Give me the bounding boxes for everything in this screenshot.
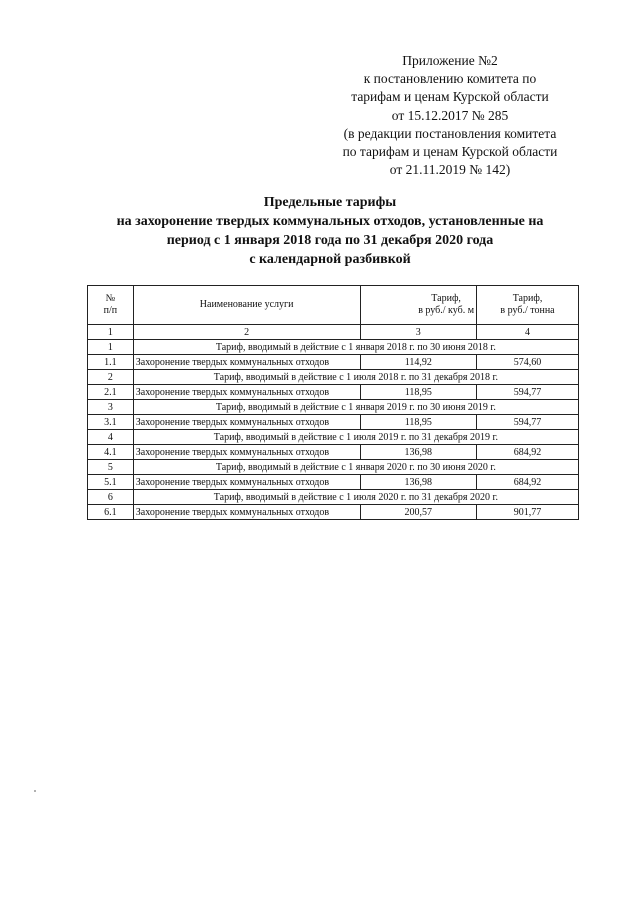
service-name: Захоронение твердых коммунальных отходов	[133, 415, 360, 430]
document-title	[70, 193, 590, 269]
item-num: 1.1	[88, 355, 134, 370]
table-body	[88, 325, 579, 520]
service-name: Захоронение твердых коммунальных отходов	[133, 505, 360, 520]
appendix-block	[300, 52, 600, 179]
index-cell: 4	[477, 325, 579, 340]
service-name: Захоронение твердых коммунальных отходов	[133, 475, 360, 490]
period-row	[88, 400, 579, 415]
tariff-m3-value: 136,98	[360, 475, 477, 490]
tariff-m3-value: 200,57	[360, 505, 477, 520]
appendix-line: Приложение №2	[402, 53, 498, 68]
item-num: 2.1	[88, 385, 134, 400]
header-num-text: № п/п	[103, 293, 118, 316]
header-tariff-ton	[477, 286, 579, 325]
index-cell: 3	[360, 325, 477, 340]
period-label: Тариф, вводимый в действие с 1 июля 2020 г. по 31 декабря 2020 г.	[133, 490, 578, 505]
tariff-m3-value: 136,98	[360, 445, 477, 460]
tariff-m3-value: 118,95	[360, 415, 477, 430]
tariff-ton-value: 684,92	[477, 475, 579, 490]
index-cell: 1	[88, 325, 134, 340]
period-row	[88, 490, 579, 505]
service-name: Захоронение твердых коммунальных отходов	[133, 385, 360, 400]
period-num: 4	[88, 430, 134, 445]
period-num: 1	[88, 340, 134, 355]
appendix-line: тарифам и ценам Курской области	[351, 89, 549, 105]
table-header-row	[88, 286, 579, 325]
appendix-line: по тарифам и ценам Курской области	[342, 144, 558, 160]
header-tariff-m3	[360, 286, 477, 325]
appendix-line: (в редакции постановления комитета	[343, 125, 557, 141]
header-tariff-ton-text: Тариф, в руб./ тонна	[500, 293, 555, 316]
service-name: Захоронение твердых коммунальных отходов	[133, 445, 360, 460]
tariff-row	[88, 415, 579, 430]
item-num: 4.1	[88, 445, 134, 460]
item-num: 3.1	[88, 415, 134, 430]
appendix-line: к постановлению комитета по	[363, 71, 537, 87]
tariff-row	[88, 445, 579, 460]
period-num: 2	[88, 370, 134, 385]
tariff-row	[88, 505, 579, 520]
index-row	[88, 325, 579, 340]
period-label: Тариф, вводимый в действие с 1 января 2019 г. по 30 июня 2019 г.	[133, 400, 578, 415]
title-line: на захоронение твердых коммунальных отходов, установленные на	[116, 214, 544, 229]
period-label: Тариф, вводимый в действие с 1 июля 2019 г. по 31 декабря 2019 г.	[133, 430, 578, 445]
title-line: Предельные тарифы	[263, 195, 397, 210]
tariff-m3-value: 118,95	[360, 385, 477, 400]
service-name: Захоронение твердых коммунальных отходов	[133, 355, 360, 370]
header-num	[88, 286, 134, 325]
period-label: Тариф, вводимый в действие с 1 января 2020 г. по 30 июня 2020 г.	[133, 460, 578, 475]
period-num: 6	[88, 490, 134, 505]
tariff-row	[88, 355, 579, 370]
tariff-row	[88, 385, 579, 400]
tariff-row	[88, 475, 579, 490]
appendix-line: от 21.11.2019 № 142)	[389, 162, 511, 178]
period-num: 5	[88, 460, 134, 475]
title-line: период с 1 января 2018 года по 31 декабря 2020 года	[166, 233, 494, 248]
tariff-ton-value: 594,77	[477, 385, 579, 400]
tariff-ton-value: 901,77	[477, 505, 579, 520]
item-num: 5.1	[88, 475, 134, 490]
header-tariff-m3-text: Тариф, в руб./ куб. м	[418, 293, 475, 316]
tariff-ton-value: 594,77	[477, 415, 579, 430]
header-name-text: Наименование услуги	[199, 299, 294, 310]
period-label: Тариф, вводимый в действие с 1 января 2018 г. по 30 июня 2018 г.	[133, 340, 578, 355]
tariff-ton-value: 684,92	[477, 445, 579, 460]
period-label: Тариф, вводимый в действие с 1 июля 2018 г. по 31 декабря 2018 г.	[133, 370, 578, 385]
scan-artifact	[34, 790, 36, 792]
period-row	[88, 460, 579, 475]
title-line: с календарной разбивкой	[249, 252, 411, 267]
appendix-line: от 15.12.2017 № 285	[391, 107, 509, 123]
tariff-ton-value: 574,60	[477, 355, 579, 370]
period-row	[88, 340, 579, 355]
tariff-table	[87, 285, 579, 520]
tariff-m3-value: 114,92	[360, 355, 477, 370]
header-name	[133, 286, 360, 325]
period-num: 3	[88, 400, 134, 415]
period-row	[88, 370, 579, 385]
period-row	[88, 430, 579, 445]
item-num: 6.1	[88, 505, 134, 520]
index-cell: 2	[133, 325, 360, 340]
